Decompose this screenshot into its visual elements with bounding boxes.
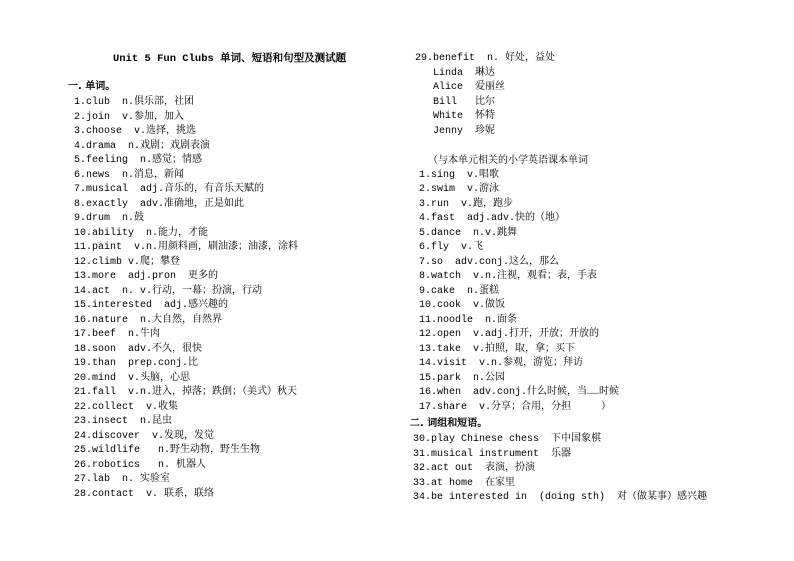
list-item: 18.soon adv.不久，很快: [74, 343, 203, 355]
list-item: 20.mind v.头脑，心思: [74, 372, 191, 384]
list-item: 12.climb v.爬；攀登: [74, 256, 181, 268]
list-item: 2.swim v.游泳: [419, 184, 500, 195]
list-item: 1.club n.俱乐部，社团: [74, 97, 195, 108]
list-item: 14.visit v.n.参观，游览；拜访: [419, 358, 584, 369]
list-item: 4.drama n.戏剧；戏剧表演: [74, 140, 211, 152]
list-item: 30.play Chinese chess 下中国象棋: [413, 434, 602, 445]
list-item: White 怀特: [433, 111, 496, 122]
list-item: 13.more adj.pron 更多的: [74, 271, 219, 282]
list-item: 2.join v.参加，加入: [74, 111, 185, 123]
list-item: 3.run v.跑，跑步: [419, 198, 514, 210]
list-item: 21.fall v.n.进入，掉落；跌倒；（美式）秋天: [74, 387, 298, 398]
list-item: 8.watch v.n.注视，观看；表，手表: [419, 271, 598, 282]
list-item: 17.share v.分享；合用，分担 ）: [419, 401, 612, 413]
list-item: 15.park n.公园: [419, 372, 506, 384]
list-item: 17.beef n.牛肉: [74, 329, 161, 340]
list-item: Alice 爱丽丝: [433, 82, 506, 93]
list-item: 10.cook v.做饭: [419, 300, 506, 311]
list-item: 11.noodle n.面条: [419, 314, 518, 326]
list-item: Jenny 珍妮: [433, 125, 496, 137]
section-heading-words: 一. 单词。: [68, 81, 116, 92]
list-item: 3.choose v.选择，挑选: [74, 126, 197, 137]
list-item: 6.news n.消息，新闻: [74, 169, 185, 181]
list-item: 12.open v.adj.打开，开放；开放的: [419, 329, 600, 340]
list-item: 4.fast adj.adv.快的（地）: [419, 213, 566, 224]
list-item: Linda 琳达: [433, 67, 496, 79]
list-item: 7.so adv.conj.这么，那么: [419, 256, 560, 268]
list-item: 29.benefit n. 好处，益处: [415, 53, 556, 64]
list-item: 7.musical adj.音乐的，有音乐天赋的: [74, 184, 265, 195]
list-item: 32.act out 表演，扮演: [413, 463, 536, 474]
list-item: 8.exactly adv.准确地，正是如此: [74, 198, 245, 210]
primary-words-note: （与本单元相关的小学英语课本单词: [428, 155, 588, 166]
list-item: 6.fly v.飞: [419, 242, 484, 253]
list-item: 34.be interested in (doing sth) 对（做某事）感兴趣: [413, 492, 708, 503]
list-item: Bill 比尔: [433, 96, 496, 108]
list-item: 15.interested adj.感兴趣的: [74, 300, 229, 311]
list-item: 9.cake n.蛋糕: [419, 285, 500, 297]
list-item: 16.when adv.conj.什么时候，当……时候: [419, 387, 620, 398]
list-item: 22.collect v.收集: [74, 401, 179, 413]
list-item: 26.robotics n. 机器人: [74, 459, 207, 471]
list-item: 10.ability n.能力，才能: [74, 227, 209, 239]
list-item: 9.drum n.鼓: [74, 213, 145, 224]
list-item: 14.act n. v.行动，一幕；扮演，行动: [74, 285, 263, 297]
list-item: 24.discover v.发现，发觉: [74, 430, 215, 442]
list-item: 19.than prep.conj.比: [74, 358, 199, 369]
page-title: Unit 5 Fun Clubs 单词、短语和句型及测试题: [113, 53, 347, 65]
list-item: 33.at home 在家里: [413, 477, 516, 489]
list-item: 25.wildlife n.野生动物，野生生物: [74, 445, 261, 456]
list-item: 13.take v.拍照，取，拿；买下: [419, 343, 576, 355]
list-item: 11.paint v.n.用颜料画，刷油漆；油漆，涂料: [74, 242, 299, 253]
section-heading-phrases: 二. 词组和短语。: [410, 418, 488, 429]
list-item: 1.sing v.唱歌: [419, 169, 500, 181]
list-item: 5.feeling n.感觉；情感: [74, 155, 203, 166]
list-item: 16.nature n.大自然，自然界: [74, 314, 223, 326]
list-item: 28.contact v. 联系，联络: [74, 488, 215, 500]
list-item: 23.insect n.昆虫: [74, 416, 173, 427]
list-item: 31.musical instrument 乐器: [413, 448, 572, 460]
list-item: 27.lab n. 实验室: [74, 474, 171, 485]
list-item: 5.dance n.v.跳舞: [419, 227, 518, 239]
